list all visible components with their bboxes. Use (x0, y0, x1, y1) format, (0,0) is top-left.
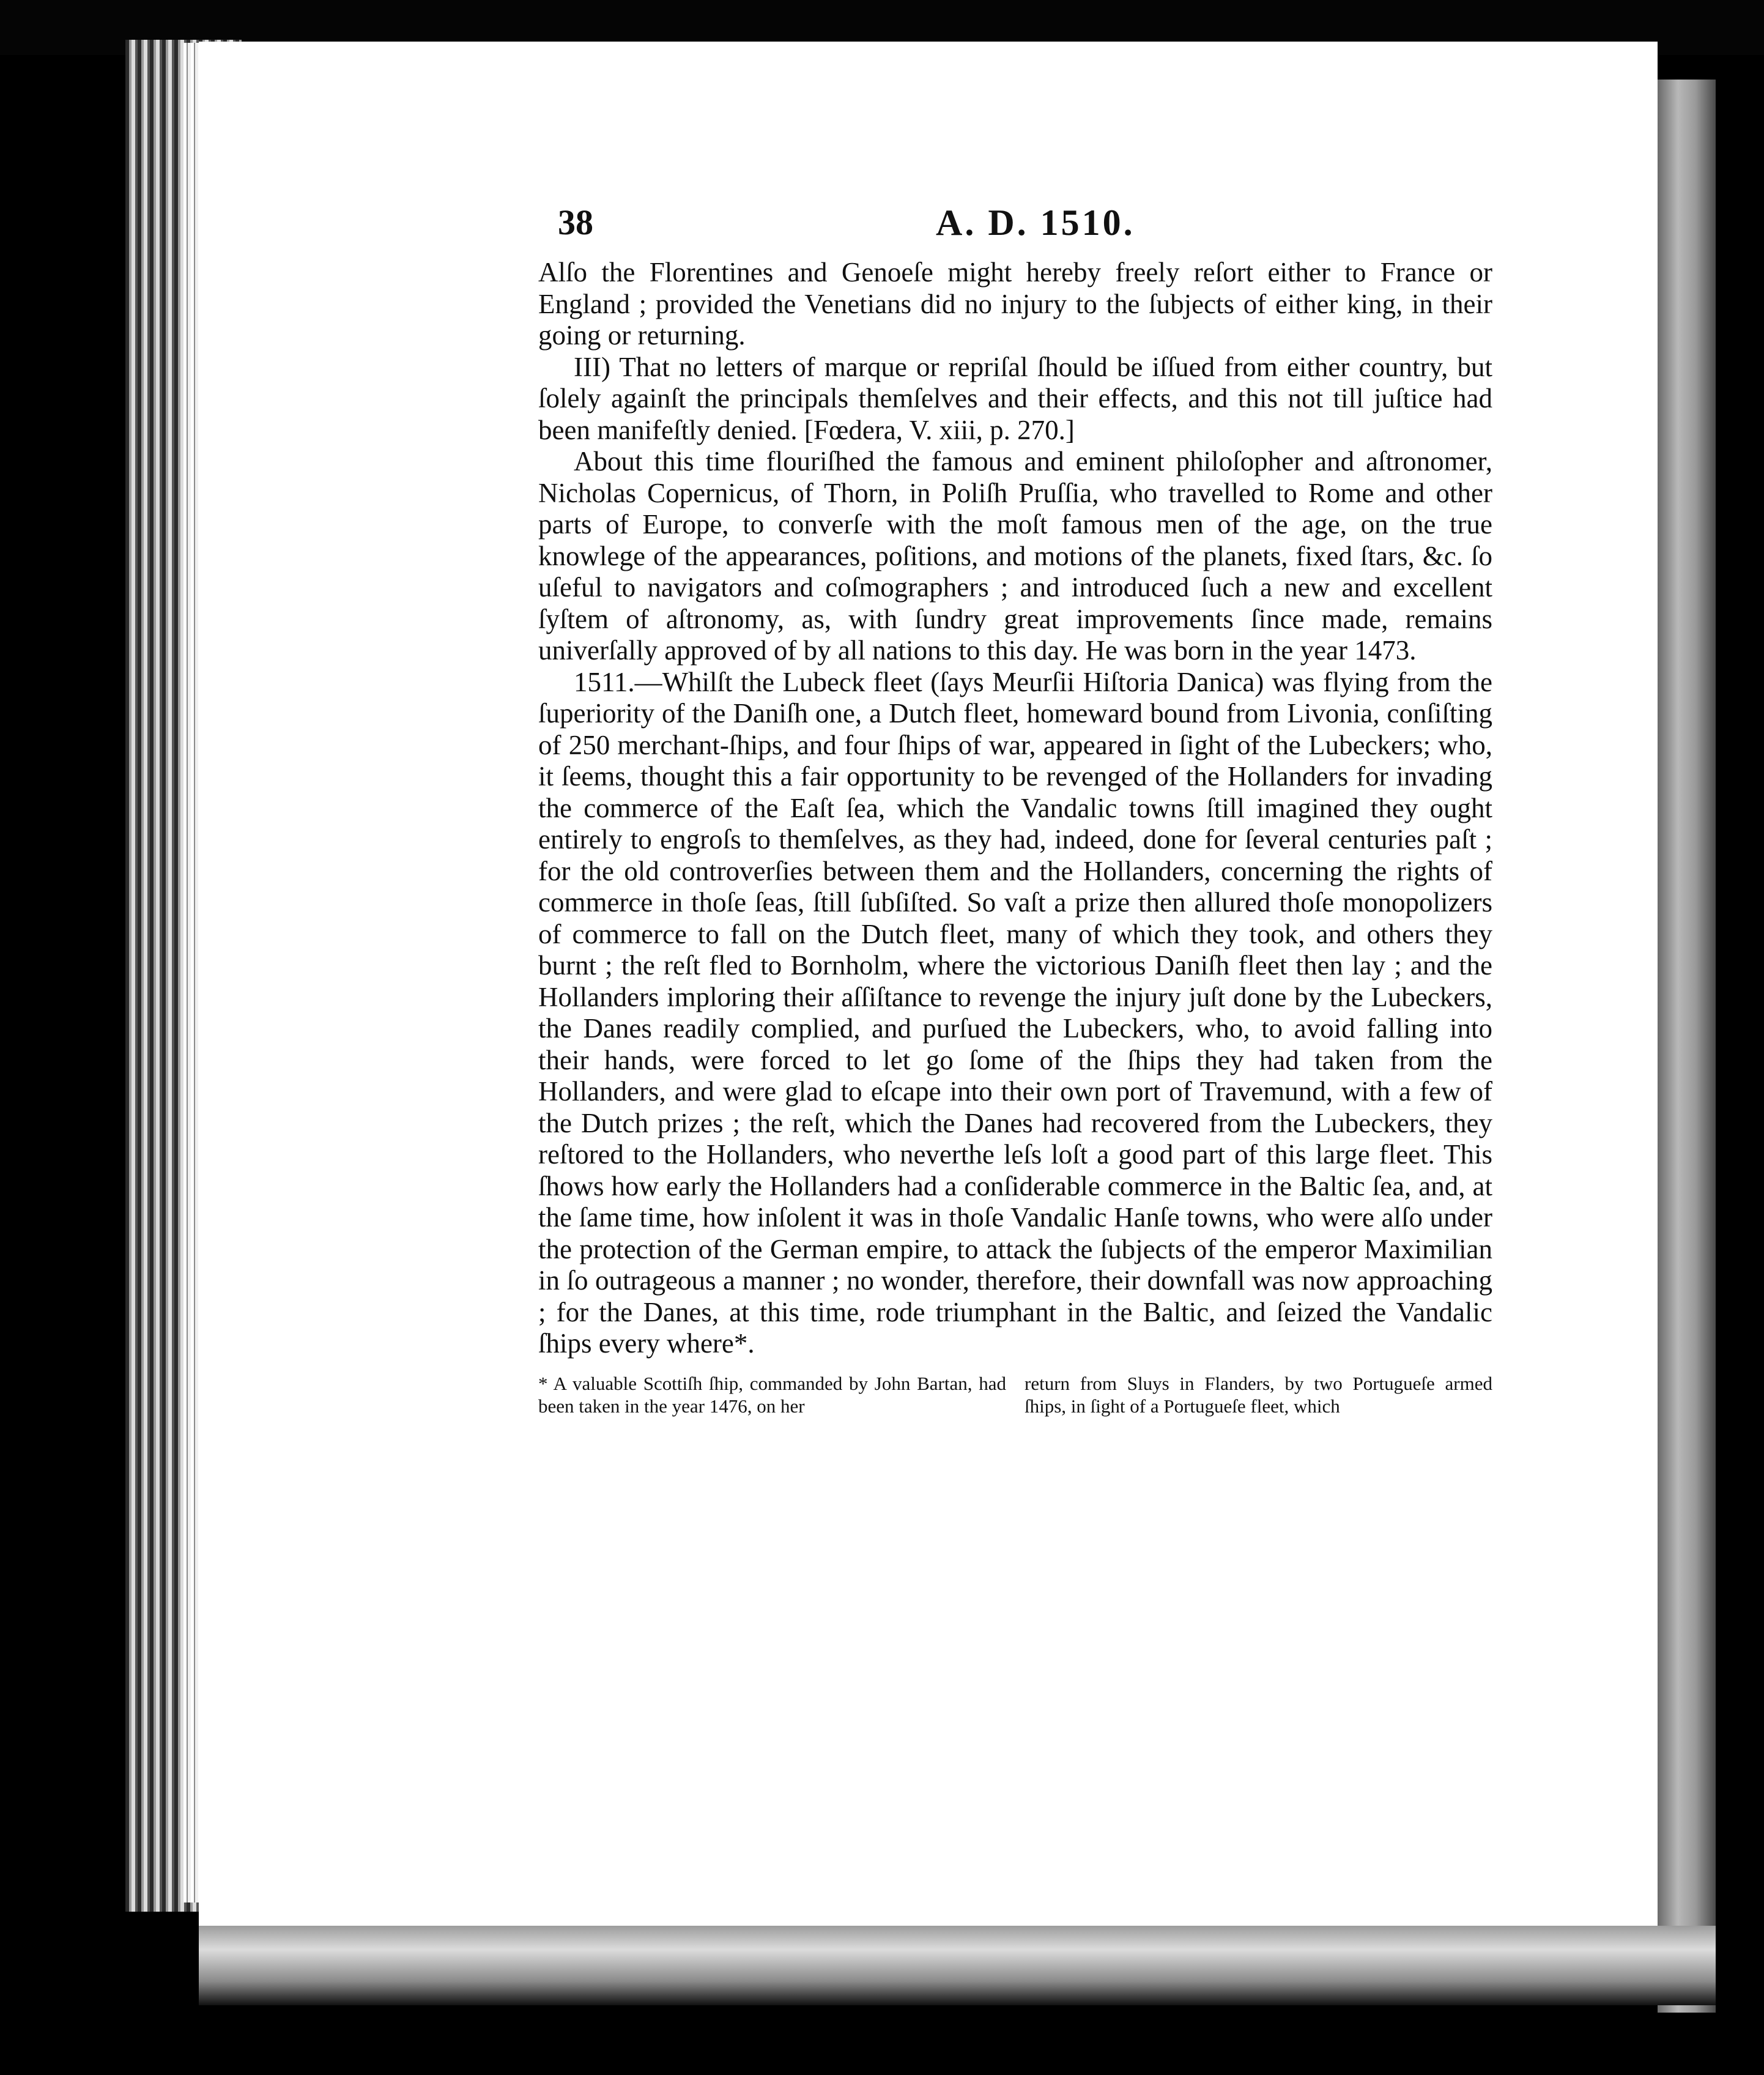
paragraph-copernicus: About this time flouriſhed the famous and eminent philoſopher and aſtronomer, Nicholas Copernicus, of Thorn, in Poliſh Pruſſia, who travelled to Rome and other parts of Europe, to converſe with the moſt famous men of the age, on the true knowlege of the appearances, poſitions, and motions of the planets, fixed ſtars, &c. ſo uſeful to navigators and coſmographers ; and introduced ſuch a new and excellent ſyſtem of aſtronomy, as, with ſundry great improvements ſince made, remains univerſally approved of by all nations to this day. He was born in the year 1473. (538, 446, 1492, 666)
running-head: A. D. 1510. (936, 202, 1135, 243)
page-text-block (538, 202, 1492, 1417)
page-header (538, 202, 1492, 257)
paragraph-1511-lubeck-fleet: 1511.—Whilſt the Lubeck fleet (ſays Meurſii Hiſtoria Danica) was flying from the ſuperiority of the Daniſh one, a Dutch fleet, homeward bound from Livonia, conſiſting of 250 merchant-ſhips, and four ſhips of war, appeared in ſight of the Lubeckers; who, it ſeems, thought this a fair opportunity to be revenged of the Hollanders for invading the commerce of the Eaſt ſea, which the Vandalic towns ſtill imagined they ought entirely to engroſs to themſelves, as they had, indeed, done for ſeveral centuries paſt ; for the old controverſies between them and the Hollanders, concerning the rights of commerce in thoſe ſeas, ſtill ſubſiſted. So vaſt a prize then allured thoſe monopolizers of commerce to fall on the Dutch fleet, many of which they took, and others they burnt ; the reſt fled to Bornholm, where the victorious Daniſh fleet then lay ; and the Hollanders imploring their aſſiſtance to revenge the injury juſt done by the Lubeckers, the Danes readily complied, and purſued the Lubeckers, who, to avoid falling into their hands, were forced to let go ſome of the ſhips they had taken from the Hollanders, and were glad to eſcape into their own port of Travemund, with a few of the Dutch prizes ; the reſt, which the Danes had recovered from the Lubeckers, they reſtored to the Hollanders, who neverthe leſs loſt a good part of this large fleet. This ſhows how early the Hollanders had a conſiderable commerce in the Baltic ſea, and, at the ſame time, how inſolent it was in thoſe Vandalic Hanſe towns, who were alſo under the protection of the German empire, to attack the ſubjects of the emperor Maximilian in ſo outrageous a manner ; no wonder, therefore, their downfall was now approaching ; for the Danes, at this time, rode triumphant in the Baltic, and ſeized the Vandalic ſhips every where*. (538, 666, 1492, 1359)
footnote (538, 1372, 1492, 1417)
footnote-left-column: * A valuable Scottiſh ſhip, commanded by John Bartan, had been taken in the year 1476, on her (538, 1372, 1006, 1417)
body-text (538, 257, 1492, 1360)
facing-page-shadow (1658, 80, 1716, 2013)
paragraph-florentines: Alſo the Florentines and Genoeſe might hereby freely reſort either to France or England ; provided the Venetians did no injury to the ſubjects of either king, in their going or returning. (538, 257, 1492, 351)
page-number: 38 (558, 202, 593, 242)
paragraph-letters-of-marque: III) That no letters of marque or repriſal ſhould be iſſued from either country, but ſolely againſt the principals themſelves and their effects, and this not till juſtice had been manifeſtly denied. [Fœdera, V. xiii, p. 270.] (538, 351, 1492, 445)
bottom-page-shadow (199, 1926, 1716, 2005)
footnote-right-column: return from Sluys in Flanders, by two Portugueſe armed ſhips, in ſight of a Portugueſe fleet, which (1025, 1372, 1492, 1417)
